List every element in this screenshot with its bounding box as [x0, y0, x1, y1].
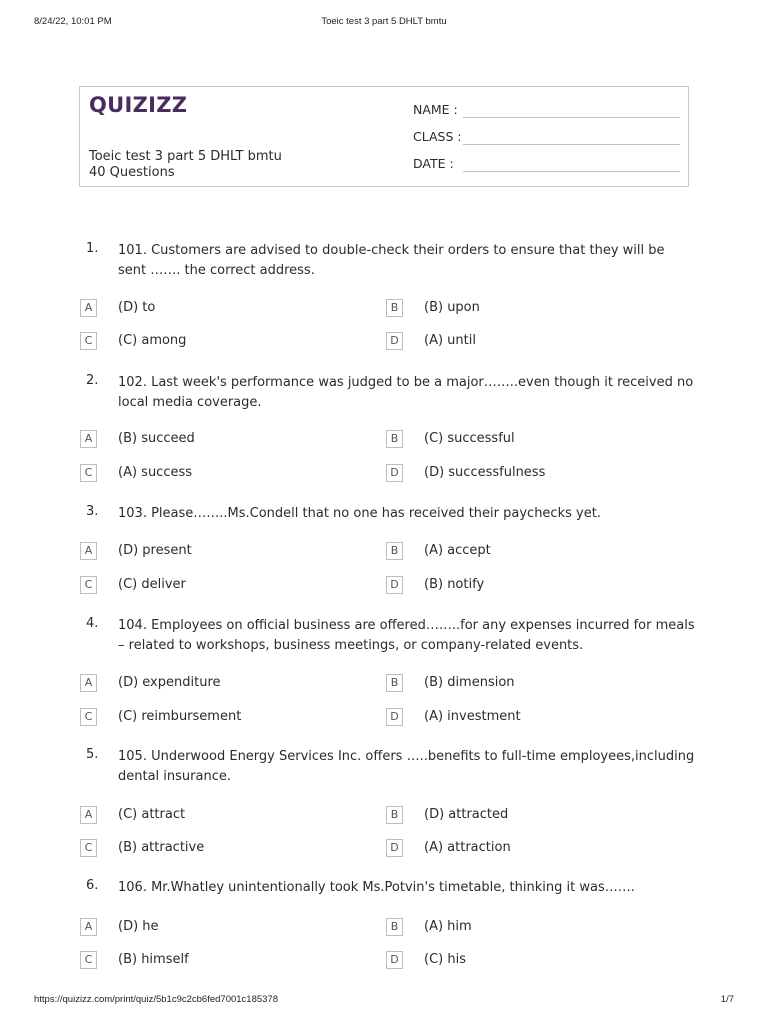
print-url: https://quizizz.com/print/quiz/5b1c9c2cb6fed7001c185378	[34, 994, 278, 1005]
print-page-title: Toeic test 3 part 5 DHLT bmtu	[321, 16, 447, 27]
option-text: (A) investment	[424, 709, 521, 724]
option-text: (A) him	[424, 919, 472, 934]
option-text: (D) present	[118, 543, 192, 558]
option-letter-box: B	[386, 430, 403, 448]
name-line	[463, 117, 680, 118]
class-field	[413, 129, 462, 144]
print-datetime: 8/24/22, 10:01 PM	[34, 16, 112, 27]
question-number: 3.	[86, 504, 99, 519]
option-letter-box: C	[80, 951, 97, 969]
option-text: (C) attract	[118, 807, 186, 822]
option-letter-box: C	[80, 839, 97, 857]
name-field	[413, 102, 458, 117]
option-letter-box: D	[386, 464, 403, 482]
quizizz-logo: QUIZIZZ	[89, 93, 188, 117]
quiz-title: Toeic test 3 part 5 DHLT bmtu	[89, 149, 282, 164]
option-text: (D) expenditure	[118, 675, 221, 690]
option-letter-box: D	[386, 708, 403, 726]
print-header	[0, 16, 768, 30]
option-text: (C) deliver	[118, 577, 186, 592]
option-text: (D) to	[118, 300, 156, 315]
option-text: (C) his	[424, 952, 466, 967]
question-count: 40 Questions	[89, 165, 175, 180]
option-letter-box: A	[80, 806, 97, 824]
option-text: (B) dimension	[424, 675, 515, 690]
question-number: 4.	[86, 616, 99, 631]
quiz-header-box	[79, 86, 689, 187]
option-text: (A) accept	[424, 543, 491, 558]
option-text: (C) reimbursement	[118, 709, 242, 724]
option-letter-box: A	[80, 674, 97, 692]
date-line	[463, 171, 680, 172]
option-letter-box: C	[80, 576, 97, 594]
option-text: (B) succeed	[118, 431, 195, 446]
option-letter-box: B	[386, 918, 403, 936]
option-text: (D) successfulness	[424, 465, 546, 480]
question-text: 102. Last week's performance was judged to be a major……..even though it received no local media coverage.	[118, 375, 694, 410]
print-footer	[0, 994, 768, 1008]
option-letter-box: B	[386, 674, 403, 692]
option-text: (B) himself	[118, 952, 189, 967]
option-text: (B) upon	[424, 300, 480, 315]
option-letter-box: A	[80, 918, 97, 936]
option-letter-box: B	[386, 299, 403, 317]
option-text: (A) success	[118, 465, 193, 480]
option-letter-box: C	[80, 708, 97, 726]
page-number: 1/7	[720, 994, 734, 1005]
option-letter-box: A	[80, 542, 97, 560]
option-text: (A) attraction	[424, 840, 511, 855]
option-text: (D) he	[118, 919, 159, 934]
option-letter-box: B	[386, 542, 403, 560]
option-text: (C) successful	[424, 431, 515, 446]
question-number: 1.	[86, 241, 99, 256]
question-text: 104. Employees on official business are offered……..for any expenses incurred for meals – related to workshops, business meetings, or company-related events.	[118, 618, 695, 653]
date-label: DATE :	[413, 156, 454, 171]
question-text: 103. Please……..Ms.Condell that no one has received their paychecks yet.	[118, 506, 601, 521]
option-text: (B) notify	[424, 577, 485, 592]
name-label: NAME :	[413, 102, 458, 117]
option-text: (B) attractive	[118, 840, 205, 855]
option-letter-box: A	[80, 430, 97, 448]
question-number: 5.	[86, 747, 99, 762]
option-text: (A) until	[424, 333, 476, 348]
question-text: 101. Customers are advised to double-check their orders to ensure that they will be sent ……. the correct address.	[118, 243, 665, 278]
option-letter-box: D	[386, 576, 403, 594]
date-field	[413, 156, 454, 171]
question-text: 105. Underwood Energy Services Inc. offers …..benefits to full-time employees,including dental insurance.	[118, 749, 695, 784]
option-letter-box: A	[80, 299, 97, 317]
option-letter-box: C	[80, 332, 97, 350]
class-line	[463, 144, 680, 145]
option-letter-box: D	[386, 951, 403, 969]
option-letter-box: D	[386, 839, 403, 857]
option-letter-box: C	[80, 464, 97, 482]
option-letter-box: D	[386, 332, 403, 350]
option-letter-box: B	[386, 806, 403, 824]
question-number: 2.	[86, 373, 99, 388]
question-number: 6.	[86, 878, 99, 893]
class-label: CLASS :	[413, 129, 462, 144]
question-text: 106. Mr.Whatley unintentionally took Ms.Potvin's timetable, thinking it was…….	[118, 880, 635, 895]
option-text: (C) among	[118, 333, 187, 348]
option-text: (D) attracted	[424, 807, 509, 822]
